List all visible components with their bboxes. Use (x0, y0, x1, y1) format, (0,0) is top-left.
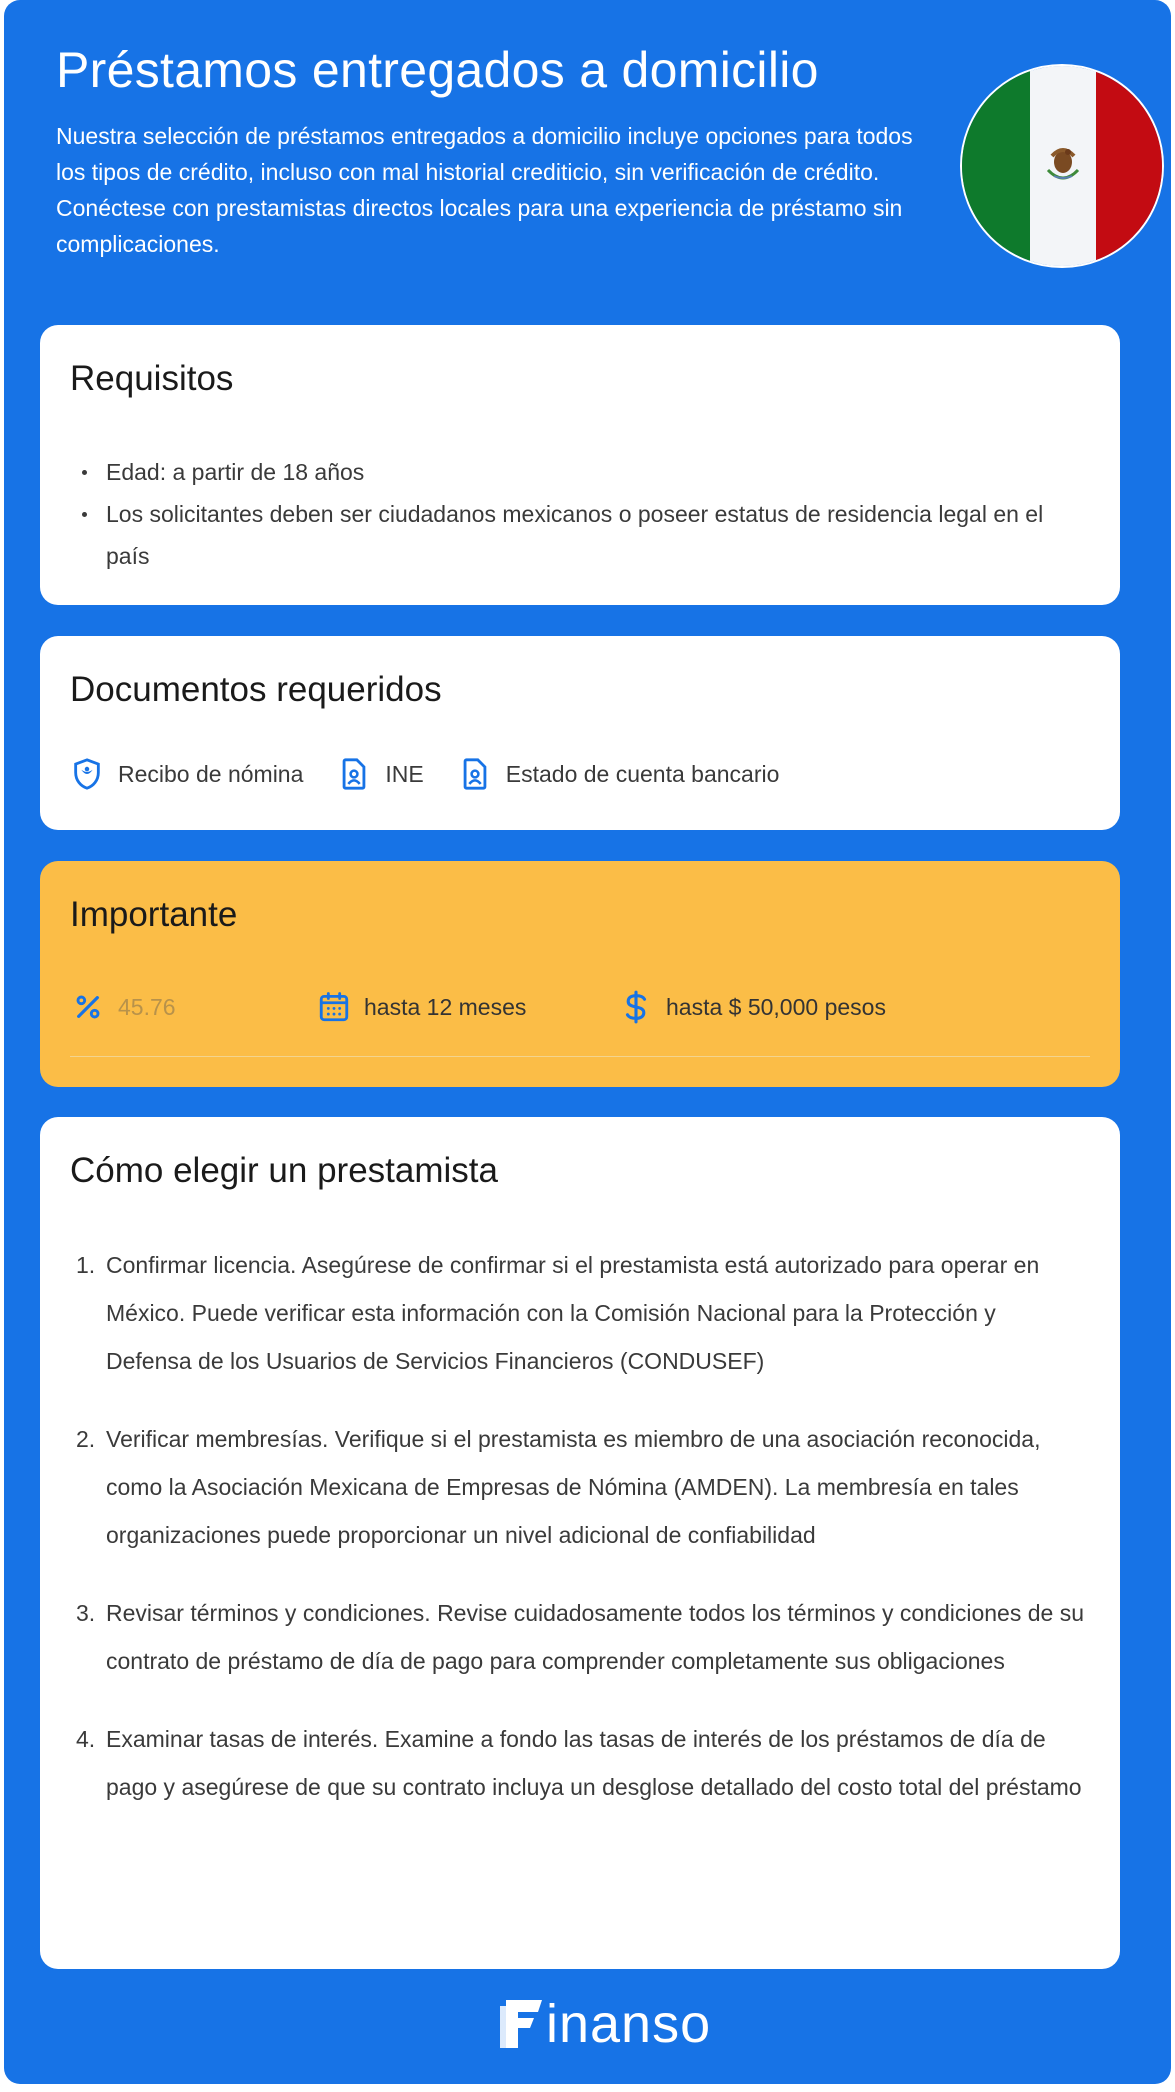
hero-section (56, 36, 936, 262)
important-details (70, 987, 886, 1027)
calendar-icon (316, 989, 352, 1025)
list-item-text: Confirmar licencia. Asegúrese de confirmar si el prestamista está autorizado para operar en México. Puede verificar esta información con la Comisión Nacional para la Protección y Defensa de los Usuarios de Servicios Financieros (CONDUSEF) (106, 1252, 1040, 1374)
loan-term-value: hasta 12 meses (364, 993, 527, 1020)
list-item-text: Verificar membresías. Verifique si el prestamista es miembro de una asociación reconocida, como la Asociación Mexicana de Empresas de Nómina (AMDEN). La membresía en tales organizaciones puede proporcionar un nivel adicional de confiabilidad (106, 1426, 1041, 1548)
howto-card (40, 1117, 1120, 1969)
dollar-icon (618, 989, 654, 1025)
howto-title: Cómo elegir un prestamista (70, 1151, 498, 1190)
percent-icon (70, 989, 106, 1025)
documents-title: Documentos requeridos (70, 670, 442, 709)
requirements-card (40, 325, 1120, 605)
list-item: Edad: a partir de 18 años (70, 451, 1080, 493)
divider (70, 1056, 1090, 1057)
documents-list (70, 757, 813, 791)
howto-list (70, 1241, 1084, 1841)
list-item: 1. Confirmar licencia. Asegúrese de confirmar si el prestamista está autorizado para operar en México. Puede verificar esta información con la Comisión Nacional para la Protección y Defensa de los Usuarios de Servicios Financieros (CONDUSEF) (76, 1252, 1040, 1374)
document-label: Recibo de nómina (118, 760, 304, 787)
finanso-logo (496, 1994, 711, 2054)
list-item: 3. Revisar términos y condiciones. Revise cuidadosamente todos los términos y condiciones de su contrato de préstamo de día de pago para comprender completamente sus obligaciones (76, 1600, 1084, 1674)
page-title: Préstamos entregados a domicilio (56, 42, 819, 98)
list-item-text: Examinar tasas de interés. Examine a fondo las tasas de interés de los préstamos de día de pago y asegúrese de que su contrato incluya un desglose detallado del costo total del préstamo (106, 1726, 1082, 1800)
loan-amount-value: hasta $ 50,000 pesos (666, 993, 886, 1020)
loan-amount (618, 989, 886, 1025)
list-item: 4. Examinar tasas de interés. Examine a fondo las tasas de interés de los préstamos de día de pago y asegúrese de que su contrato incluya un desglose detallado del costo total del préstamo (76, 1726, 1082, 1800)
list-item-text: Revisar términos y condiciones. Revise cuidadosamente todos los términos y condiciones de su contrato de préstamo de día de pago para comprender completamente sus obligaciones (106, 1600, 1084, 1674)
page-description: Nuestra selección de préstamos entregados a domicilio incluye opciones para todos los tipos de crédito, incluso con mal historial crediticio, sin verificación de crédito. Conéctese con prestamistas directos locales para una experiencia de préstamo sin complicaciones. (56, 123, 913, 257)
document-item (458, 757, 780, 791)
important-card (40, 861, 1120, 1087)
shield-icon (70, 757, 104, 791)
loan-term (316, 989, 618, 1025)
document-label: Estado de cuenta bancario (505, 760, 780, 787)
list-item: 2. Verificar membresías. Verifique si el prestamista es miembro de una asociación reconocida, como la Asociación Mexicana de Empresas de Nómina (AMDEN). La membresía en tales organizaciones puede proporcionar un nivel adicional de confiabilidad (76, 1426, 1041, 1548)
requirements-title: Requisitos (70, 359, 234, 398)
id-document-icon (458, 757, 492, 791)
list-item: Los solicitantes deben ser ciudadanos mexicanos o poseer estatus de residencia legal en el país (70, 493, 1080, 577)
id-document-icon (337, 757, 371, 791)
documents-card (40, 636, 1120, 830)
document-item (337, 757, 423, 791)
mexico-flag-icon (960, 64, 1164, 268)
requirements-list (70, 451, 1080, 577)
important-title: Importante (70, 895, 238, 934)
document-label: INE (385, 760, 424, 787)
finanso-logo-icon (496, 1998, 546, 2050)
logo-text: inanso (546, 1994, 712, 2054)
interest-rate-value: 45.76 (118, 993, 176, 1020)
interest-rate (70, 989, 316, 1025)
document-item (70, 757, 303, 791)
